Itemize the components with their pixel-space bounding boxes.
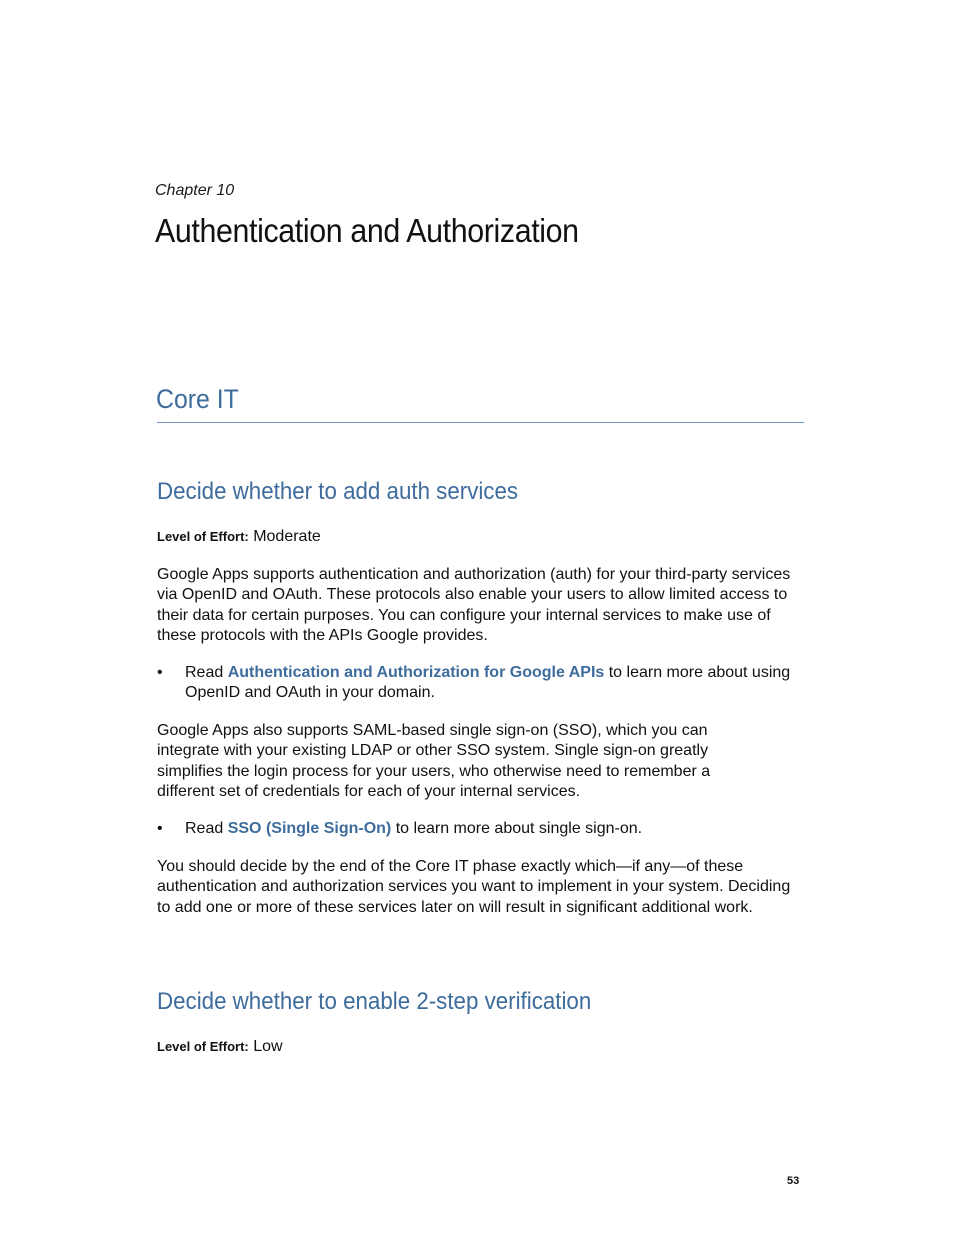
paragraph-saml-sso: Google Apps also supports SAML-based single sign-on (SSO), which you can integrate with your existing LDAP or other SSO system. Single sign-on greatly simplifies the login process for your users, who otherwise need to remember a different set of credentials for each of your internal services. xyxy=(157,722,711,800)
chapter-title: Authentication and Authorization xyxy=(155,212,579,249)
bullet-marker: • xyxy=(157,820,163,837)
effort-value: Moderate xyxy=(253,528,321,545)
chapter-label: Chapter 10 xyxy=(155,182,235,199)
paragraph-auth-intro: Google Apps supports authentication and authorization (auth) for your third-party services via OpenID and OAuth. These protocols also enable your users to allow limited access to their data for certain purposes. You can configure your internal services to make use of these protocols with the APIs Google provides. xyxy=(157,566,791,644)
subsection-title-2-step: Decide whether to enable 2-step verification xyxy=(157,988,592,1015)
subsection-title-auth-services: Decide whether to add auth services xyxy=(157,478,519,505)
bullet-prefix: Read xyxy=(185,664,224,681)
effort-value: Low xyxy=(253,1038,283,1055)
bullet-prefix: Read xyxy=(185,820,224,837)
bullet-suffix: to learn more about single sign-on. xyxy=(395,820,643,837)
level-of-effort xyxy=(157,1038,283,1056)
level-of-effort xyxy=(157,528,321,546)
section-divider xyxy=(157,422,804,423)
section-title: Core IT xyxy=(156,384,239,414)
link-auth-google-apis[interactable]: Authentication and Authorization for Google APIs xyxy=(227,664,605,681)
bullet-suffix: to learn more about using OpenID and OAuth in your domain. xyxy=(185,664,791,702)
bullet-text xyxy=(185,819,802,839)
page-number: 53 xyxy=(787,1175,800,1187)
link-sso[interactable]: SSO (Single Sign-On) xyxy=(227,820,392,837)
paragraph-decide-core-it: You should decide by the end of the Core IT phase exactly which—if any—of these authentication and authorization services you want to implement in your system. Deciding to add one or more of these services later on will result in significant additional work. xyxy=(157,858,791,916)
bullet-marker: • xyxy=(157,664,163,681)
bullet-text xyxy=(185,663,802,704)
effort-label: Level of Effort: xyxy=(157,529,249,544)
effort-label: Level of Effort: xyxy=(157,1039,249,1054)
